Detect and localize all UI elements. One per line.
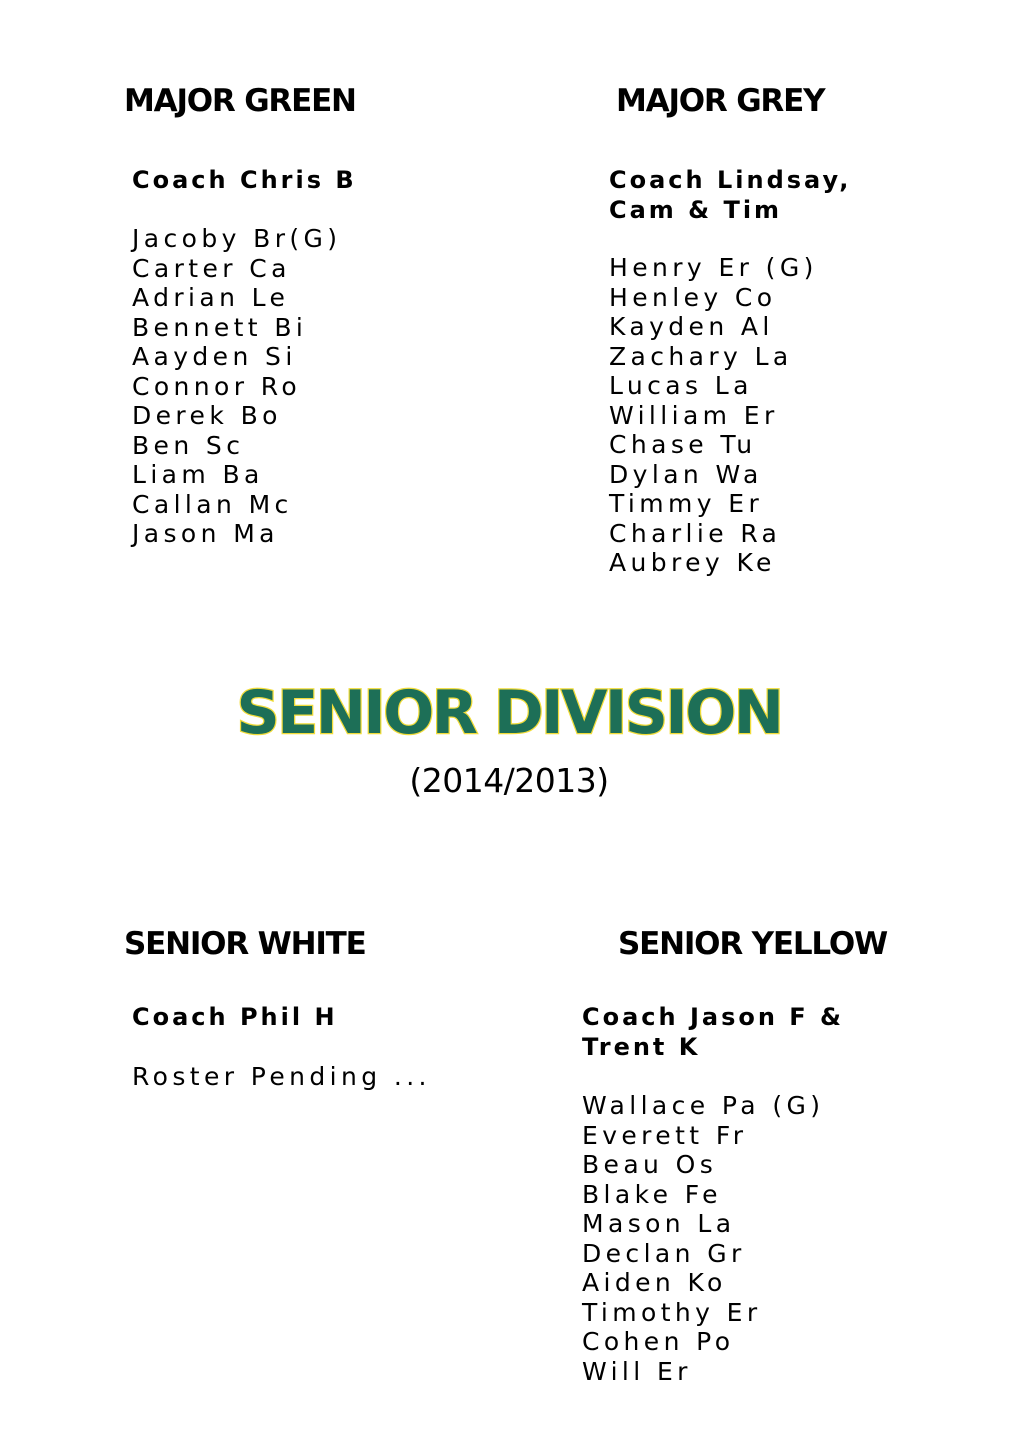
player-name: Kayden Al — [609, 312, 774, 341]
player-name: Carter Ca — [132, 253, 291, 283]
player-name: Everett Fr — [582, 1120, 748, 1150]
coach-major-green: Coach Chris B — [132, 166, 357, 194]
player-name: Timmy Er — [609, 489, 764, 518]
roster-major-green — [132, 224, 341, 549]
player-name: Cohen Po — [582, 1327, 735, 1356]
player-name: Aayden Si — [132, 342, 297, 371]
player-name: Timothy Er — [582, 1297, 762, 1327]
team-title-major-green: MAJOR GREEN — [124, 83, 356, 119]
player-name: Dylan Wa — [609, 459, 763, 489]
player-name: Charlie Ra — [609, 518, 782, 548]
player-name: Callan Mc — [132, 489, 293, 519]
team-title-major-grey: MAJOR GREY — [616, 83, 825, 119]
player-name: Wallace Pa (G) — [582, 1091, 825, 1120]
coach-major-grey: Coach Lindsay, Cam & Tim — [609, 166, 852, 224]
division-years: (2014/2013) — [409, 761, 609, 800]
player-name: Derek Bo — [132, 401, 282, 430]
team-title-senior-white: SENIOR WHITE — [124, 926, 366, 962]
player-name: Jacoby Br(G) — [132, 224, 342, 253]
player-name: Blake Fe — [582, 1179, 722, 1209]
player-name: Will Er — [582, 1356, 692, 1386]
coach-senior-white: Coach Phil H — [132, 1003, 338, 1031]
player-name: Chase Tu — [609, 430, 757, 459]
player-name: Jason Ma — [132, 519, 279, 548]
player-name: Zachary La — [609, 341, 793, 371]
player-name: Liam Ba — [132, 460, 264, 489]
player-name: Henley Co — [609, 282, 777, 312]
player-name: Lucas La — [609, 371, 753, 400]
player-name: Beau Os — [582, 1150, 718, 1179]
player-name: William Er — [609, 400, 779, 430]
player-name: Adrian Le — [132, 283, 290, 312]
player-name: Aubrey Ke — [609, 548, 776, 577]
roster-senior-yellow — [582, 1091, 824, 1386]
player-name: Ben Sc — [132, 430, 245, 460]
team-title-senior-yellow: SENIOR YELLOW — [618, 926, 887, 962]
player-name: Aiden Ko — [582, 1268, 727, 1297]
player-name: Bennett Bi — [132, 312, 308, 342]
roster-major-grey — [609, 253, 818, 578]
player-name: Declan Gr — [582, 1238, 746, 1268]
player-name: Connor Ro — [132, 371, 302, 401]
roster-status: Roster Pending ... — [132, 1062, 431, 1091]
division-title: SENIOR DIVISION — [236, 678, 782, 748]
player-name: Henry Er (G) — [609, 253, 818, 282]
player-name: Mason La — [582, 1209, 736, 1238]
coach-senior-yellow: Coach Jason F & Trent K — [582, 1003, 844, 1061]
